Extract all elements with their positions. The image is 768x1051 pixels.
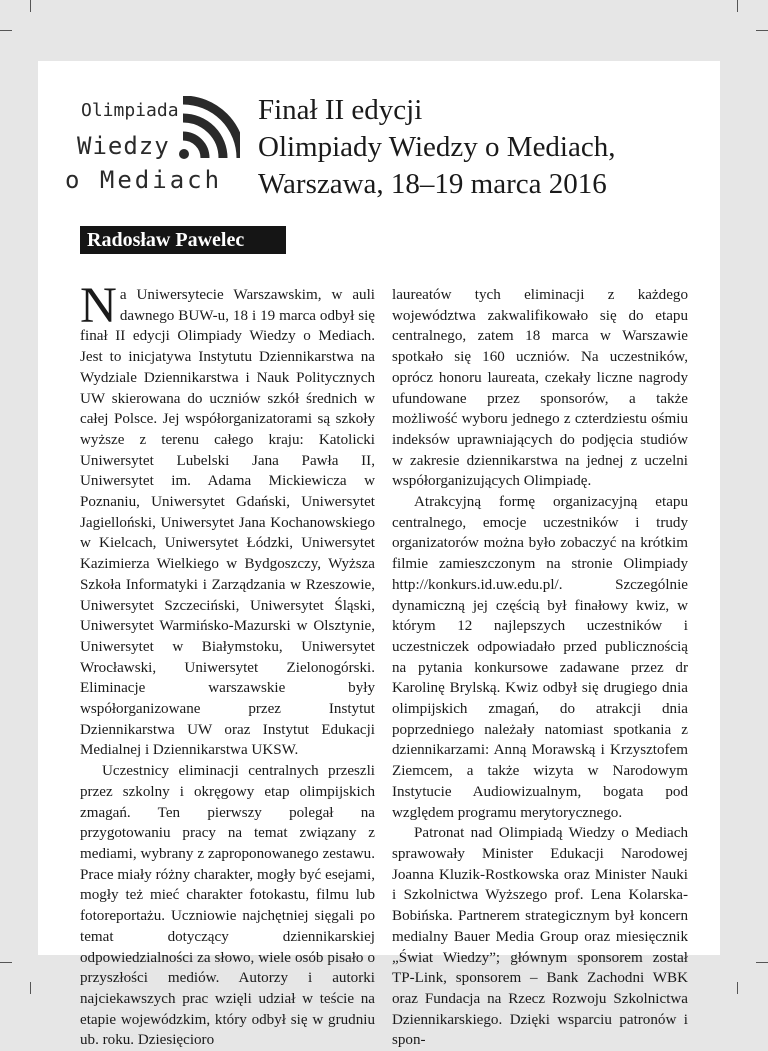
crop-mark: [0, 30, 12, 31]
article-title: [258, 92, 616, 203]
crop-mark: [30, 0, 31, 12]
paragraph: laureatów tych eliminacji z każdego województwa zakwalifikowało się do etapu centralnego, zatem 18 marca w Warszawie spotkało się 160 uczniów. Na uczestników, oprócz honoru laureata, czekały liczne nagrody ufundowane przez sponsorów, a także możliwość wyboru jednego z czterdziestu ośmiu indeksów uprawniających do podjęcia studiów w zakresie dziennikarstwa na jednej z uczelni współorganizujących Olimpiadę.: [392, 287, 688, 490]
olympiad-logo: [65, 96, 240, 196]
logo-line-1: Olimpiada: [81, 100, 179, 121]
article-column-right: [392, 285, 688, 1051]
crop-mark: [737, 0, 738, 12]
logo-line-3: o Mediach: [65, 166, 223, 194]
drop-cap: N: [80, 278, 117, 334]
paragraph: Na Uniwersytecie Warszawskim, w auli dawnego BUW-u, 18 i 19 marca odbył się finał II edycji Olimpiady Wiedzy o Mediach. Jest to inicjatywa Instytutu Dziennikarstwa na Wydziale Dziennikarstwa i Nauk Politycznych UW skierowana do uczniów szkół średnich w całej Polsce. Jej współorganizatorami są szkoły wyższe z terenu całego kraju: Katolicki Uniwersytet Lubelski Jana Pawła II, Uniwersytet im. Adama Mickiewicza w Poznaniu, Uniwersytet Gdański, Uniwersytet Jagielloński, Uniwersytet Jana Kochanowskiego w Kielcach, Uniwersytet Łódzki, Uniwersytet Kazimierza Wielkiego w Bydgoszczy, Wyższa Szkoła Informatyki i Zarządzania w Rzeszowie, Uniwersytet Szczeciński, Uniwersytet Śląski, Uniwersytet Warmińsko-Mazurski w Olsztynie, Uniwersytet w Białymstoku, Uniwersytet Wrocławski, Uniwersytet Zielonogórski. Eliminacje warszawskie były współorganizowane przez Instytut Dziennikarstwa UW oraz Instytut Edukacji Medialnej i Dziennikarstwa UKSW.: [80, 278, 375, 759]
author-label: Radosław Pawelec: [80, 226, 286, 254]
paragraph: Atrakcyjną formę organizacyjną etapu centralnego, emocje uczestników i trudy organizatorów można było zobaczyć na krótkim filmie zamieszczonym na stronie Olimpiady http://konkurs.id.uw.edu.pl/. Szczególnie dynamiczną jej częścią był finałowy kwiz, w którym 12 najlepszych uczestników i uczestniczek odpowiadało przed publicznością na pytania konkursowe zadawane przez dr Karolinę Brylską. Kwiz odbył się drugiego dnia olimpijskich zmagań, do atrakcji dnia poprzedniego należały natomiast spotkania z dziennikarzami: Anną Morawską i Krzysztofem Ziemcem, a także wizyta w Narodowym Instytucie Audiowizualnym, bogata pod względem programu merytorycznego.: [392, 494, 688, 821]
crop-mark: [30, 982, 31, 994]
crop-mark: [756, 30, 768, 31]
title-line-2: Olimpiady Wiedzy o Mediach,: [258, 131, 616, 163]
title-line-3: Warszawa, 18–19 marca 2016: [258, 168, 607, 200]
article-column-left: [80, 278, 375, 1051]
crop-mark: [0, 962, 12, 963]
logo-line-2: Wiedzy: [77, 132, 170, 160]
paragraph: Patronat nad Olimpiadą Wiedzy o Mediach sprawowały Minister Edukacji Narodowej Joanna Kluzik-Rostkowska oraz Minister Nauki i Szkolnictwa Wyższego prof. Lena Kolarska-Bobińska. Partnerem strategicznym był koncern medialny Bauer Media Group oraz miesięcznik „Świat Wiedzy”; głównym sponsorem został TP-Link, sponsorem – Bank Zachodni WBK oraz Fundacja na Rzecz Rozwoju Szkolnictwa Dziennikarskiego. Dzięki wsparciu patronów i spon-: [392, 825, 688, 1049]
title-line-1: Finał II edycji: [258, 94, 423, 126]
crop-mark: [756, 962, 768, 963]
paragraph: Uczestnicy eliminacji centralnych przeszli przez szkolny i okręgowy etap olimpijskich zmagań. Ten pierwszy polegał na przygotowaniu pracy na temat związany z mediami, wybrany z zaproponowanego zestawu. Prace miały różny charakter, mogły być esejami, mogły też mieć charakter fotokastu, filmu lub fotoreportażu. Uczniowie najchętniej sięgali po temat dotyczący dziennikarskiej odpowiedzialności za słowo, wiele osób pisało o przyszłości mediów. Autorzy i autorki najciekawszych prac wzięli udział w teście na etapie wojewódzkim, który odbył się w grudniu ub. roku. Dziesięcioro: [80, 763, 375, 1049]
crop-mark: [737, 982, 738, 994]
